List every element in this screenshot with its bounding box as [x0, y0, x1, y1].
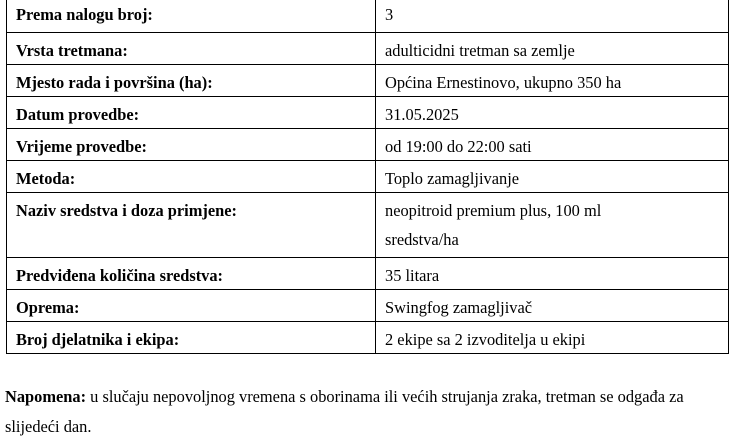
table-row [7, 322, 729, 354]
table-row [7, 97, 729, 129]
row-value: 31.05.2025 [376, 97, 729, 129]
row-value: Swingfog zamagljivač [376, 290, 729, 322]
row-value: 2 ekipe sa 2 izvoditelja u ekipi [376, 322, 729, 354]
row-value: Općina Ernestinovo, ukupno 350 ha [376, 65, 729, 97]
row-value: 35 litara [376, 258, 729, 290]
row-value: adulticidni tretman sa zemlje [376, 33, 729, 65]
table-row [7, 33, 729, 65]
table-row [7, 161, 729, 193]
row-label: Prema nalogu broj: [7, 0, 376, 33]
row-label: Datum provedbe: [7, 97, 376, 129]
note-text: u slučaju nepovoljnog vremena s oborinama ili većih strujanja zraka, tretman se odgađa za slijedeći dan. [5, 387, 684, 436]
row-value: 3 [376, 0, 729, 33]
treatment-info-table [6, 0, 729, 354]
row-value: od 19:00 do 22:00 sati [376, 129, 729, 161]
row-label: Vrsta tretmana: [7, 33, 376, 65]
row-value [376, 193, 729, 258]
note-label: Napomena: [5, 387, 87, 406]
row-label: Mjesto rada i površina (ha): [7, 65, 376, 97]
table-row [7, 258, 729, 290]
table-row [7, 193, 729, 258]
table-row [7, 65, 729, 97]
table-row [7, 0, 729, 33]
row-value: Toplo zamagljivanje [376, 161, 729, 193]
table-row [7, 290, 729, 322]
row-label: Predviđena količina sredstva: [7, 258, 376, 290]
row-label: Naziv sredstva i doza primjene: [7, 193, 376, 258]
row-label: Vrijeme provedbe: [7, 129, 376, 161]
row-label: Oprema: [7, 290, 376, 322]
row-label: Metoda: [7, 161, 376, 193]
row-label: Broj djelatnika i ekipa: [7, 322, 376, 354]
note-paragraph [5, 382, 730, 442]
row-value-line2: sredstva/ha [385, 230, 459, 249]
row-value-line1: neopitroid premium plus, 100 ml [385, 201, 602, 220]
table-row [7, 129, 729, 161]
